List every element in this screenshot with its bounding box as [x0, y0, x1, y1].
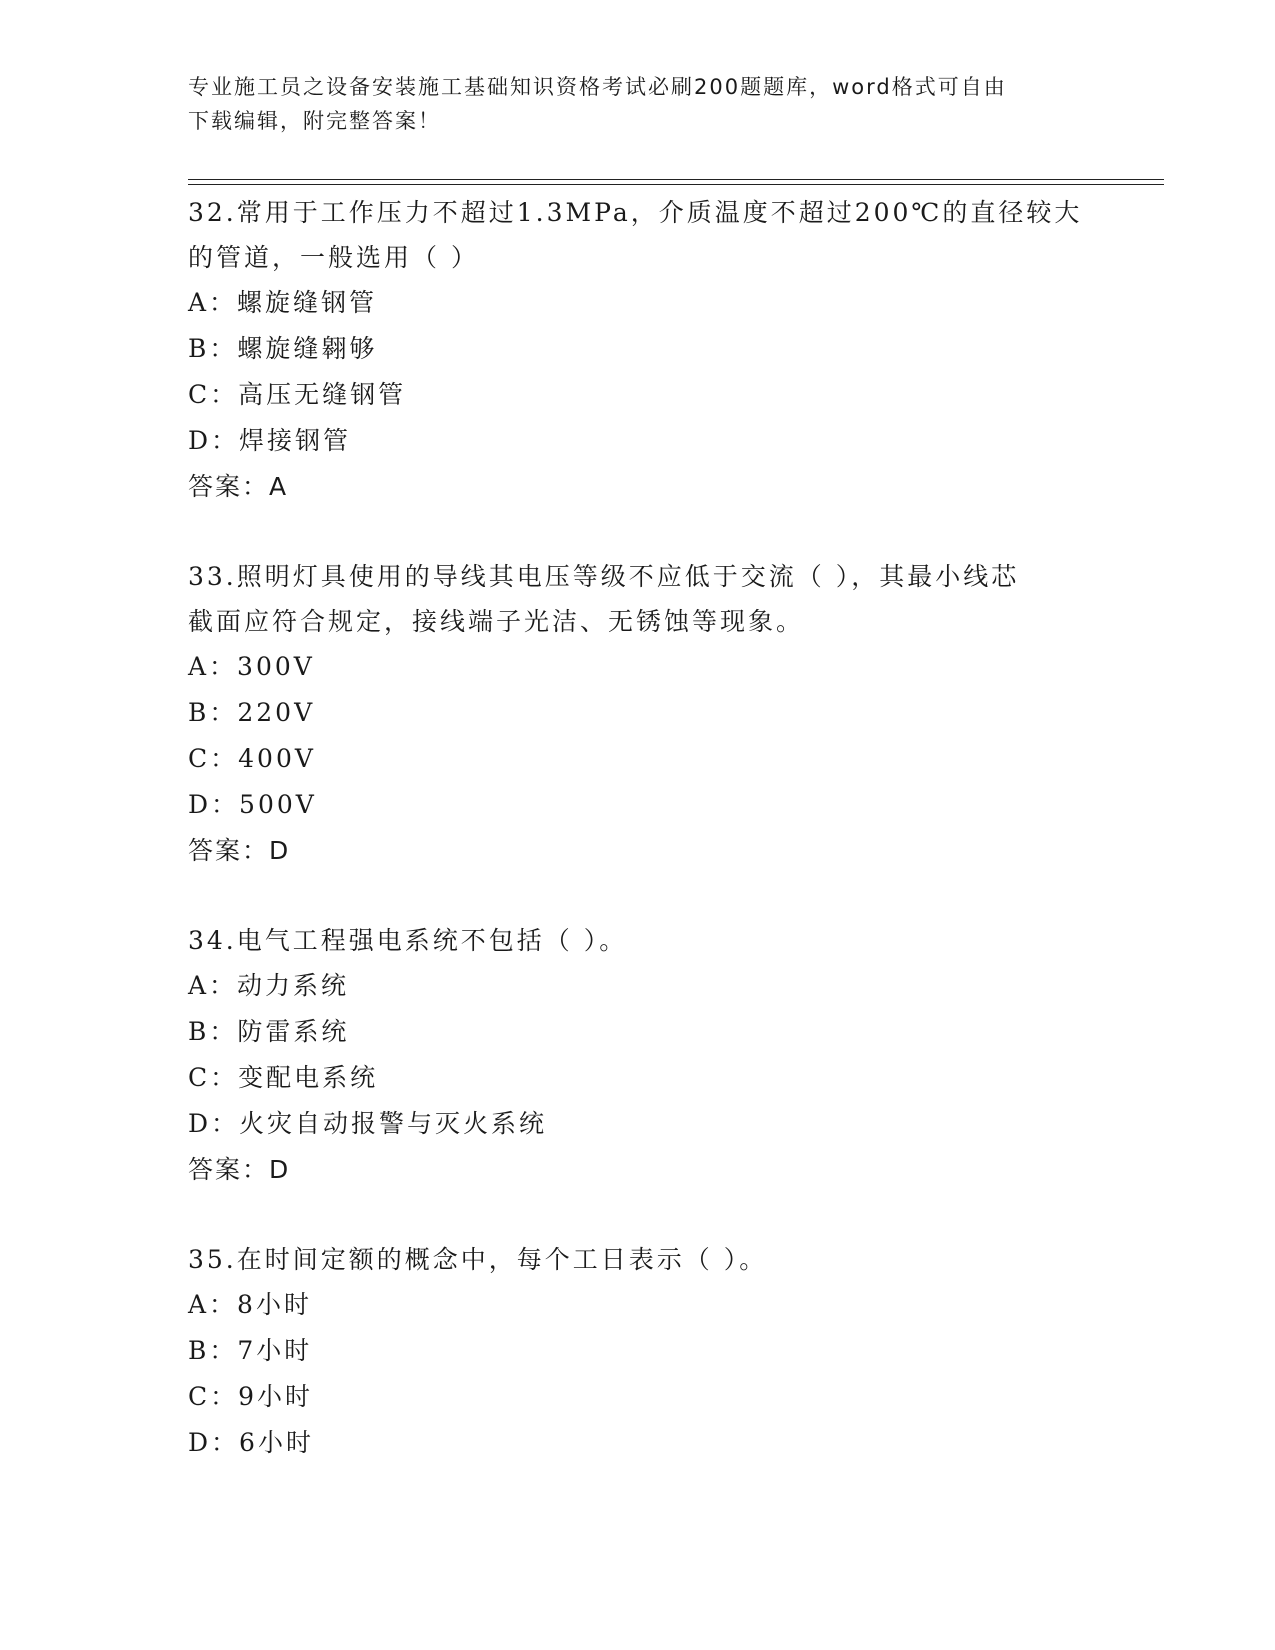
option-c: C：9小时 [188, 1382, 314, 1411]
option-d: D：焊接钢管 [188, 426, 352, 455]
question-stem-line-2: 截面应符合规定，接线端子光洁、无锈蚀等现象。 [188, 607, 805, 636]
question-stem [188, 918, 1088, 963]
option-b: B：螺旋缝翱够 [188, 334, 378, 363]
option-d: D：500V [188, 790, 317, 819]
question-32 [188, 190, 1088, 510]
question-33 [188, 554, 1088, 874]
answer-line: 答案：A [188, 472, 289, 501]
header-rule-top [188, 179, 1164, 180]
answer-line: 答案：D [188, 1155, 291, 1184]
question-list [188, 190, 1088, 1510]
question-34 [188, 918, 1088, 1193]
option-a: A：动力系统 [188, 971, 350, 1000]
header-rule-bottom [188, 184, 1164, 185]
question-stem [188, 1237, 1088, 1282]
option-d: D：6小时 [188, 1428, 314, 1457]
question-stem-line-2: 的管道，一般选用（ ） [188, 243, 479, 272]
question-stem [188, 190, 1088, 280]
option-c: C：400V [188, 744, 316, 773]
option-d: D：火灾自动报警与灭火系统 [188, 1109, 548, 1138]
question-stem [188, 554, 1088, 644]
question-stem-line-1: 33.照明灯具使用的导线其电压等级不应低于交流（ ），其最小线芯 [188, 562, 1020, 591]
option-b: B：防雷系统 [188, 1017, 350, 1046]
question-35 [188, 1237, 1088, 1466]
header-line-2: 下载编辑，附完整答案！ [188, 109, 441, 133]
option-b: B：220V [188, 698, 316, 727]
option-b: B：7小时 [188, 1336, 313, 1365]
question-stem-line-1: 32.常用于工作压力不超过1.3MPa，介质温度不超过200℃的直径较大 [188, 198, 1083, 227]
answer-line: 答案：D [188, 836, 291, 865]
option-a: A：8小时 [188, 1290, 312, 1319]
question-stem-line-1: 34.电气工程强电系统不包括（ ）。 [188, 926, 628, 955]
option-c: C：高压无缝钢管 [188, 380, 407, 409]
option-a: A：螺旋缝钢管 [188, 288, 378, 317]
document-header [188, 70, 1088, 138]
header-line-1: 专业施工员之设备安装施工基础知识资格考试必刷200题题库，word格式可自由 [188, 75, 1007, 99]
question-stem-line-1: 35.在时间定额的概念中，每个工日表示（ ）。 [188, 1245, 768, 1274]
option-c: C：变配电系统 [188, 1063, 379, 1092]
option-a: A：300V [188, 652, 315, 681]
